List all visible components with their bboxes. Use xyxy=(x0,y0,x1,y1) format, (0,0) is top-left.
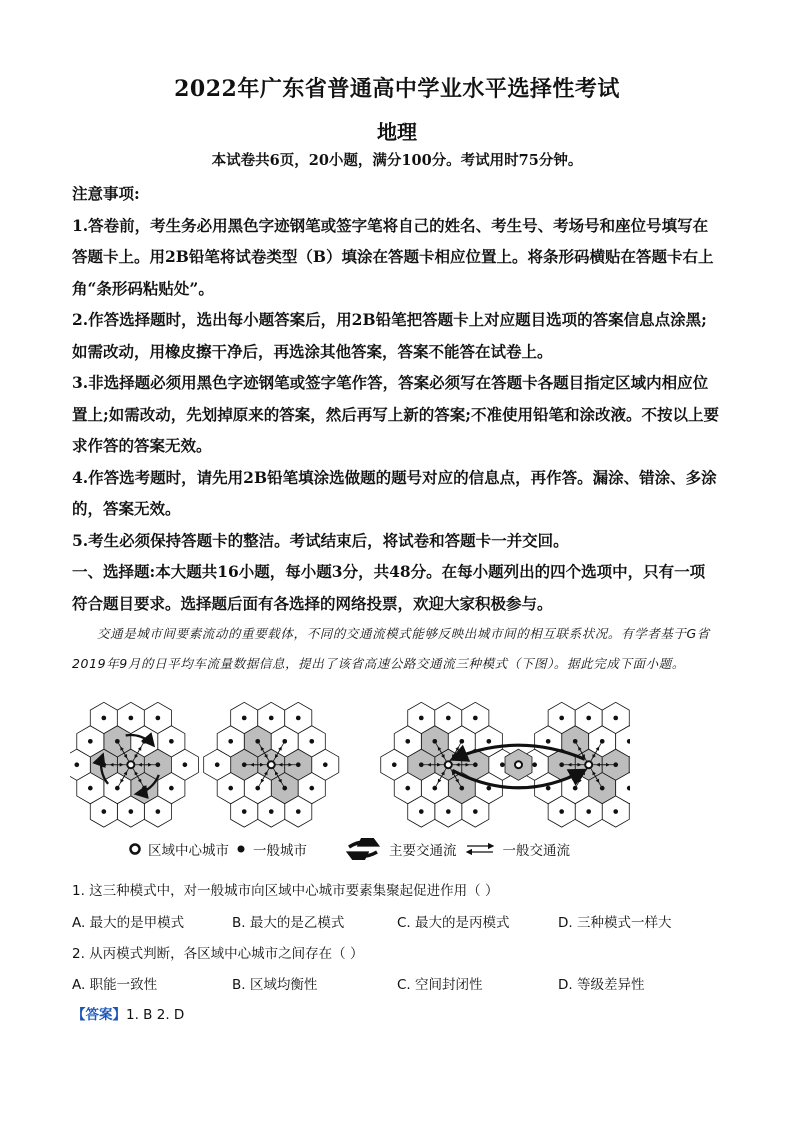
normal-city-marker xyxy=(156,716,161,721)
normal-flow-icon xyxy=(463,842,497,856)
normal-city-marker xyxy=(309,739,314,744)
normal-city-marker xyxy=(473,809,478,814)
center-city-marker xyxy=(515,761,522,768)
note-item: 2.作答选择题时，选出每小题答案后，用2B铅笔把答题卡上对应题目选项的答案信息点涂黑;如需改动，用橡皮擦干净后，再选涂其他答案，答案不能答在试卷上。 xyxy=(72,310,707,361)
normal-city-marker xyxy=(88,786,93,791)
normal-city-marker xyxy=(142,786,147,791)
normal-city-marker xyxy=(600,739,605,744)
normal-city-marker xyxy=(101,762,106,767)
normal-city-marker xyxy=(546,786,551,791)
normal-city-marker xyxy=(546,739,551,744)
normal-city-icon xyxy=(235,843,247,855)
normal-city-marker xyxy=(559,809,564,814)
normal-city-marker xyxy=(432,739,437,744)
legend-normal-city: 一般城市 xyxy=(253,843,307,859)
note-item: 3.非选择题必须用黑色字迹钢笔或签字笔作答，答案必须写在答题卡各题目指定区域内相应位置上;如需改动，先划掉原来的答案，然后再写上新的答案;不准使用铅笔和涂改液。不按以上要求作答的答案无效。 xyxy=(72,373,719,455)
option-b[interactable]: B. 最大的是乙模式 xyxy=(232,915,345,931)
exam-title: 2022年广东省普通高中学业水平选择性考试 xyxy=(174,76,620,102)
normal-city-marker xyxy=(473,762,478,767)
center-city-marker xyxy=(445,761,452,768)
notes-block xyxy=(72,178,720,619)
normal-city-marker xyxy=(405,739,410,744)
normal-city-marker xyxy=(419,762,424,767)
normal-city-marker xyxy=(242,809,247,814)
normal-city-marker xyxy=(459,786,464,791)
diagram-legend xyxy=(128,838,570,860)
option-a[interactable]: A. 最大的是甲模式 xyxy=(72,915,185,931)
option-c[interactable]: C. 空间封闭性 xyxy=(397,977,483,993)
option-a[interactable]: A. 职能一致性 xyxy=(72,977,158,993)
normal-city-marker xyxy=(88,739,93,744)
normal-city-marker xyxy=(228,786,233,791)
legend-normal-flow: 一般交通流 xyxy=(502,843,570,859)
lead-text: 交通是城市间要素流动的重要载体，不同的交通流模式能够反映出城市间的相互联系状况。有学者基于G省2019年9月的日平均车流量数据信息，提出了该省高速公路交通流三种模式（下图）。据此完成下面小题。 xyxy=(72,626,710,671)
option-c[interactable]: C. 最大的是丙模式 xyxy=(397,915,510,931)
normal-city-marker xyxy=(269,809,274,814)
normal-city-marker xyxy=(613,716,618,721)
exam-info: 本试卷共6页，20小题，满分100分。考试用时75分钟。 xyxy=(211,152,583,169)
normal-city-marker xyxy=(419,809,424,814)
option-d[interactable]: D. 等级差异性 xyxy=(558,977,645,993)
normal-city-marker xyxy=(500,762,505,767)
option-d[interactable]: D. 三种模式一样大 xyxy=(558,915,672,931)
traffic-flow-diagram xyxy=(70,700,630,830)
normal-city-marker xyxy=(101,716,106,721)
center-city-marker xyxy=(268,761,275,768)
normal-city-marker xyxy=(282,786,287,791)
normal-city-marker xyxy=(142,739,147,744)
answer-label: 【答案】 xyxy=(72,1007,126,1023)
question-1-stem: 1. 这三种模式中，对一般城市向区域中心城市要素集聚起促进作用（ ） xyxy=(72,883,499,899)
normal-city-marker xyxy=(215,762,220,767)
center-city-marker xyxy=(127,761,134,768)
normal-city-marker xyxy=(115,786,120,791)
center-city-icon xyxy=(128,842,142,856)
normal-city-marker xyxy=(323,762,328,767)
question-2-stem: 2. 从丙模式判断，各区域中心城市之间存在（ ） xyxy=(72,946,364,962)
normal-city-marker xyxy=(255,739,260,744)
legend-main-flow: 主要交通流 xyxy=(389,843,457,859)
normal-city-marker xyxy=(242,762,247,767)
normal-city-marker xyxy=(419,716,424,721)
notes-heading: 注意事项: xyxy=(72,184,140,203)
normal-city-marker xyxy=(183,762,188,767)
normal-city-marker xyxy=(255,786,260,791)
section-heading: 一、选择题:本大题共16小题，每小题3分，共48分。在每小题列出的四个选项中，只有一项符合题目要求。选择题后面有各选择的网络投票，欢迎大家积极参与。 xyxy=(72,562,706,613)
normal-city-marker xyxy=(309,786,314,791)
normal-city-marker xyxy=(446,809,451,814)
note-item: 1.答卷前，考生务必用黑色字迹钢笔或签字笔将自己的姓名、考生号、考场号和座位号填写在答题卡上。用2B铅笔将试卷类型（B）填涂在答题卡相应位置上。将条形码横贴在答题卡右上角“条形码粘贴处”。 xyxy=(72,215,714,298)
normal-city-marker xyxy=(613,762,618,767)
normal-city-marker xyxy=(559,762,564,767)
note-item: 4.作答选考题时，请先用2B铅笔填涂选做题的题号对应的信息点，再作答。漏涂、错涂、多涂的，答案无效。 xyxy=(72,467,717,518)
normal-city-marker xyxy=(296,716,301,721)
subject-title: 地理 xyxy=(377,120,417,144)
option-b[interactable]: B. 区域均衡性 xyxy=(232,977,318,993)
normal-city-marker xyxy=(115,739,120,744)
normal-city-marker xyxy=(101,809,106,814)
answer-text: 1. B 2. D xyxy=(126,1007,185,1023)
normal-city-marker xyxy=(573,739,578,744)
normal-city-marker xyxy=(269,716,274,721)
normal-city-marker xyxy=(392,762,397,767)
note-item: 5.考生必须保持答题卡的整洁。考试结束后，将试卷和答题卡一并交回。 xyxy=(72,530,569,550)
lead-paragraph xyxy=(72,619,720,679)
answer-line xyxy=(72,1003,184,1023)
normal-city-marker xyxy=(242,716,247,721)
normal-city-marker xyxy=(296,762,301,767)
normal-city-marker xyxy=(446,716,451,721)
normal-city-marker xyxy=(532,762,537,767)
normal-city-marker xyxy=(156,762,161,767)
normal-city-marker xyxy=(282,739,287,744)
center-city-marker xyxy=(585,761,592,768)
normal-city-marker xyxy=(486,739,491,744)
normal-city-marker xyxy=(129,716,134,721)
normal-city-marker xyxy=(74,762,79,767)
main-flow-icon xyxy=(343,838,383,860)
normal-city-marker xyxy=(228,739,233,744)
normal-city-marker xyxy=(129,809,134,814)
normal-city-marker xyxy=(405,786,410,791)
normal-city-marker xyxy=(459,739,464,744)
normal-city-marker xyxy=(296,809,301,814)
normal-city-marker xyxy=(169,786,174,791)
normal-city-marker xyxy=(559,716,564,721)
normal-city-marker xyxy=(613,809,618,814)
normal-city-marker xyxy=(600,786,605,791)
normal-city-marker xyxy=(586,809,591,814)
normal-city-marker xyxy=(169,739,174,744)
normal-city-marker xyxy=(156,809,161,814)
legend-center-city: 区域中心城市 xyxy=(148,843,229,859)
normal-city-marker xyxy=(573,786,578,791)
normal-city-marker xyxy=(486,786,491,791)
normal-city-marker xyxy=(432,786,437,791)
normal-city-marker xyxy=(473,716,478,721)
normal-city-marker xyxy=(586,716,591,721)
